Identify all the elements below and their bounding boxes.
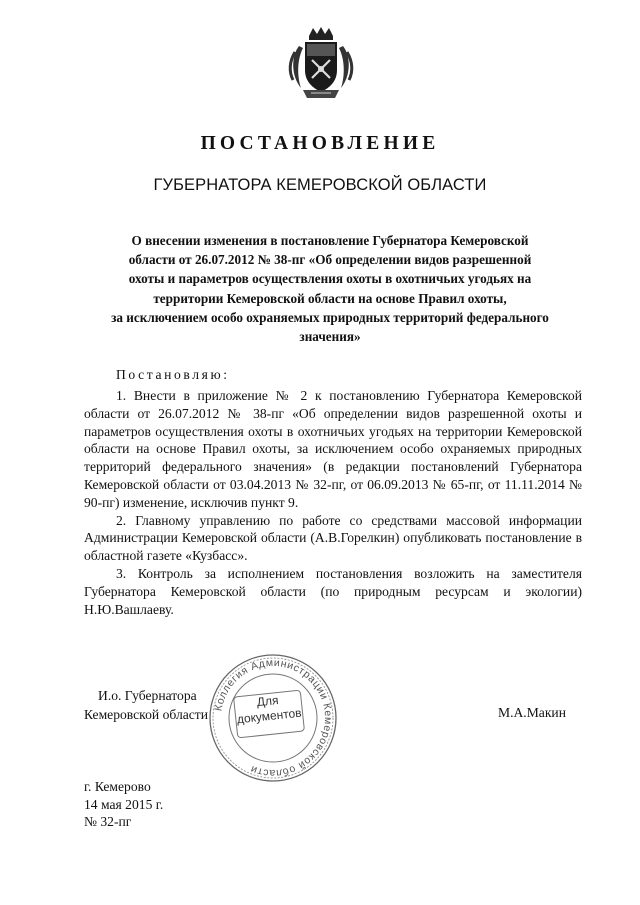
footer-number: № 32-пг <box>84 814 132 829</box>
signatory-position-line: И.о. Губернатора <box>98 688 197 703</box>
subject-line: области от 26.07.2012 № 38-пг «Об определении видов разрешенной <box>128 252 532 268</box>
footer-city: г. Кемерово <box>84 779 151 794</box>
document-body <box>84 387 582 618</box>
document-footer <box>84 778 163 831</box>
document-subtitle: ГУБЕРНАТОРА КЕМЕРОВСКОЙ ОБЛАСТИ <box>153 176 487 194</box>
signatory-position <box>84 686 208 724</box>
subject-line: значения» <box>299 329 361 345</box>
document-title: ПОСТАНОВЛЕНИЕ <box>200 133 440 154</box>
coat-of-arms-icon <box>285 26 357 102</box>
decree-word: Постановляю: <box>116 367 230 382</box>
signatory-position-line: Кемеровской области <box>84 707 209 722</box>
stamp-ring-text: Коллегия Администрации Кемеровской области <box>212 656 335 780</box>
body-paragraph: 1. Внести в приложение № 2 к постановлению Губернатора Кемеровской области от 26.07.2012 № 38-пг «Об определении видов разрешенной охоты и параметров осуществления охоты в охотничьих угодьях на территории Кемеровской области на основе Правил охоты, за исключением особо охраняемых природных территорий федерального значения» (в редакции постановлений Губернатора Кемеровской области от 03.04.2013 № 32-пг, от 06.09.2013 № 65-пг, от 11.11.2014 № 90-пг) изменение, исключив пункт 9. <box>84 388 582 510</box>
subject-line: территории Кемеровской области на основе Правил охоты, <box>153 290 507 306</box>
stamp-inner-box <box>233 690 305 739</box>
body-paragraph: 3. Контроль за исполнением постановления возложить на заместителя Губернатора Кемеровской области (по природным ресурсам и экологии) Н.Ю.Вашлаеву. <box>84 565 582 617</box>
subject-line: О внесении изменения в постановление Губернатора Кемеровской <box>131 233 529 248</box>
stamp-inner-text: Для <box>256 692 280 710</box>
footer-date: 14 мая 2015 г. <box>84 796 164 812</box>
subject-line: за исключением особо охраняемых природных территорий федерального <box>111 309 549 325</box>
body-paragraph: 2. Главному управлению по работе со средствами массовой информации Администрации Кемеровской области (А.В.Горелкин) опубликовать постановление в областной газете «Кузбасс». <box>84 512 582 564</box>
stamp-inner-text: документов <box>236 705 303 727</box>
document-subject <box>70 231 590 346</box>
signatory-name: М.А.Макин <box>498 705 566 720</box>
subject-line: охоты и параметров осуществления охоты в охотничьих угодьях на <box>128 271 532 287</box>
